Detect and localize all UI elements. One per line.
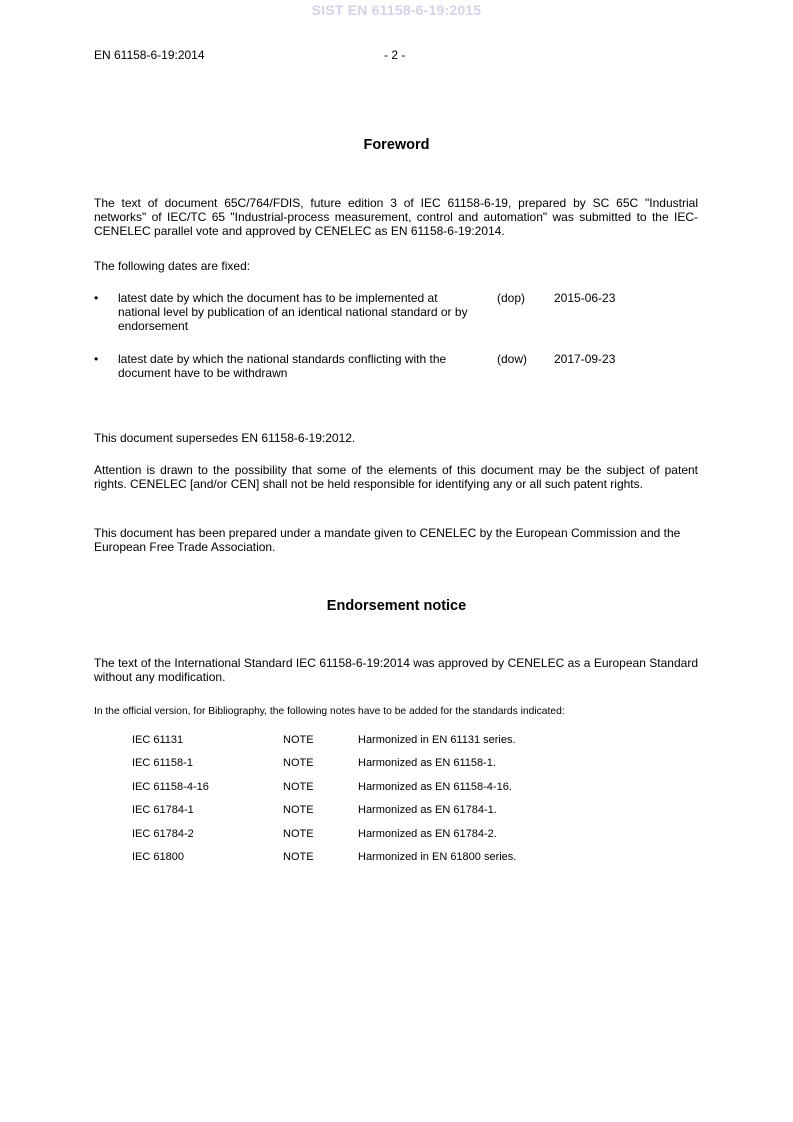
foreword-paragraph-1: The text of document 65C/764/FDIS, future edition 3 of IEC 61158-6-19, prepared by SC 65C "Industrial networks" of IEC/TC 65 "Industrial-process measurement, control and automation" was submitted to the IEC-CENELEC parallel vote and approved by CENELEC as EN 61158-6-19:2014.	[94, 196, 698, 238]
note-text: Harmonized as EN 61158-4-16.	[358, 780, 512, 793]
foreword-paragraph-3: This document supersedes EN 61158-6-19:2012.	[94, 431, 356, 445]
note-standard: IEC 61158-4-16	[132, 780, 209, 793]
endorsement-paragraph-1: The text of the International Standard IEC 61158-6-19:2014 was approved by CENELEC as a European Standard without any modification.	[94, 656, 698, 684]
note-label: NOTE	[283, 757, 314, 770]
header-doc-id: EN 61158-6-19:2014	[94, 48, 205, 62]
bullet-text: latest date by which the document has to be implemented at national level by publication of an identical national standard or by endorsement	[118, 291, 468, 333]
note-standard: IEC 61131	[132, 734, 184, 746]
note-text: Harmonized in EN 61800 series.	[358, 850, 517, 863]
bullet-abbr: (dow)	[497, 352, 528, 366]
endorsement-title: Endorsement notice	[326, 598, 467, 614]
note-label: NOTE	[283, 827, 314, 840]
bullet-icon: •	[94, 352, 99, 366]
note-label: NOTE	[283, 734, 314, 746]
bullet-date: 2017-09-23	[554, 352, 616, 366]
foreword-title: Foreword	[363, 137, 430, 153]
bullet-date: 2015-06-23	[554, 291, 616, 305]
note-standard: IEC 61784-2	[132, 827, 194, 840]
endorsement-paragraph-2: In the official version, for Bibliography, the following notes have to be added for the standards indicated:	[94, 706, 565, 717]
note-text: Harmonized as EN 61784-2.	[358, 827, 497, 840]
watermark: SIST EN 61158-6-19:2015	[311, 2, 482, 18]
note-text: Harmonized as EN 61158-1.	[358, 757, 496, 770]
note-label: NOTE	[283, 850, 314, 863]
note-standard: IEC 61800	[132, 850, 184, 863]
bullet-abbr: (dop)	[497, 291, 526, 305]
bullet-text: latest date by which the national standards conflicting with the document have to be withdrawn	[118, 352, 447, 380]
bullet-icon: •	[94, 291, 99, 305]
foreword-paragraph-4: Attention is drawn to the possibility that some of the elements of this document may be the subject of patent rights. CENELEC [and/or CEN] shall not be held responsible for identifying any or all such patent rights.	[94, 463, 698, 491]
note-label: NOTE	[283, 804, 314, 817]
note-standard: IEC 61784-1	[132, 804, 194, 817]
note-text: Harmonized as EN 61784-1.	[358, 804, 497, 817]
foreword-paragraph-5: This document has been prepared under a mandate given to CENELEC by the European Commission and the European Free Trade Association.	[94, 526, 681, 554]
note-standard: IEC 61158-1	[132, 757, 193, 770]
note-label: NOTE	[283, 780, 314, 793]
note-text: Harmonized in EN 61131 series.	[358, 734, 516, 746]
header-page-number: - 2 -	[384, 48, 406, 62]
foreword-paragraph-2: The following dates are fixed:	[94, 259, 251, 273]
